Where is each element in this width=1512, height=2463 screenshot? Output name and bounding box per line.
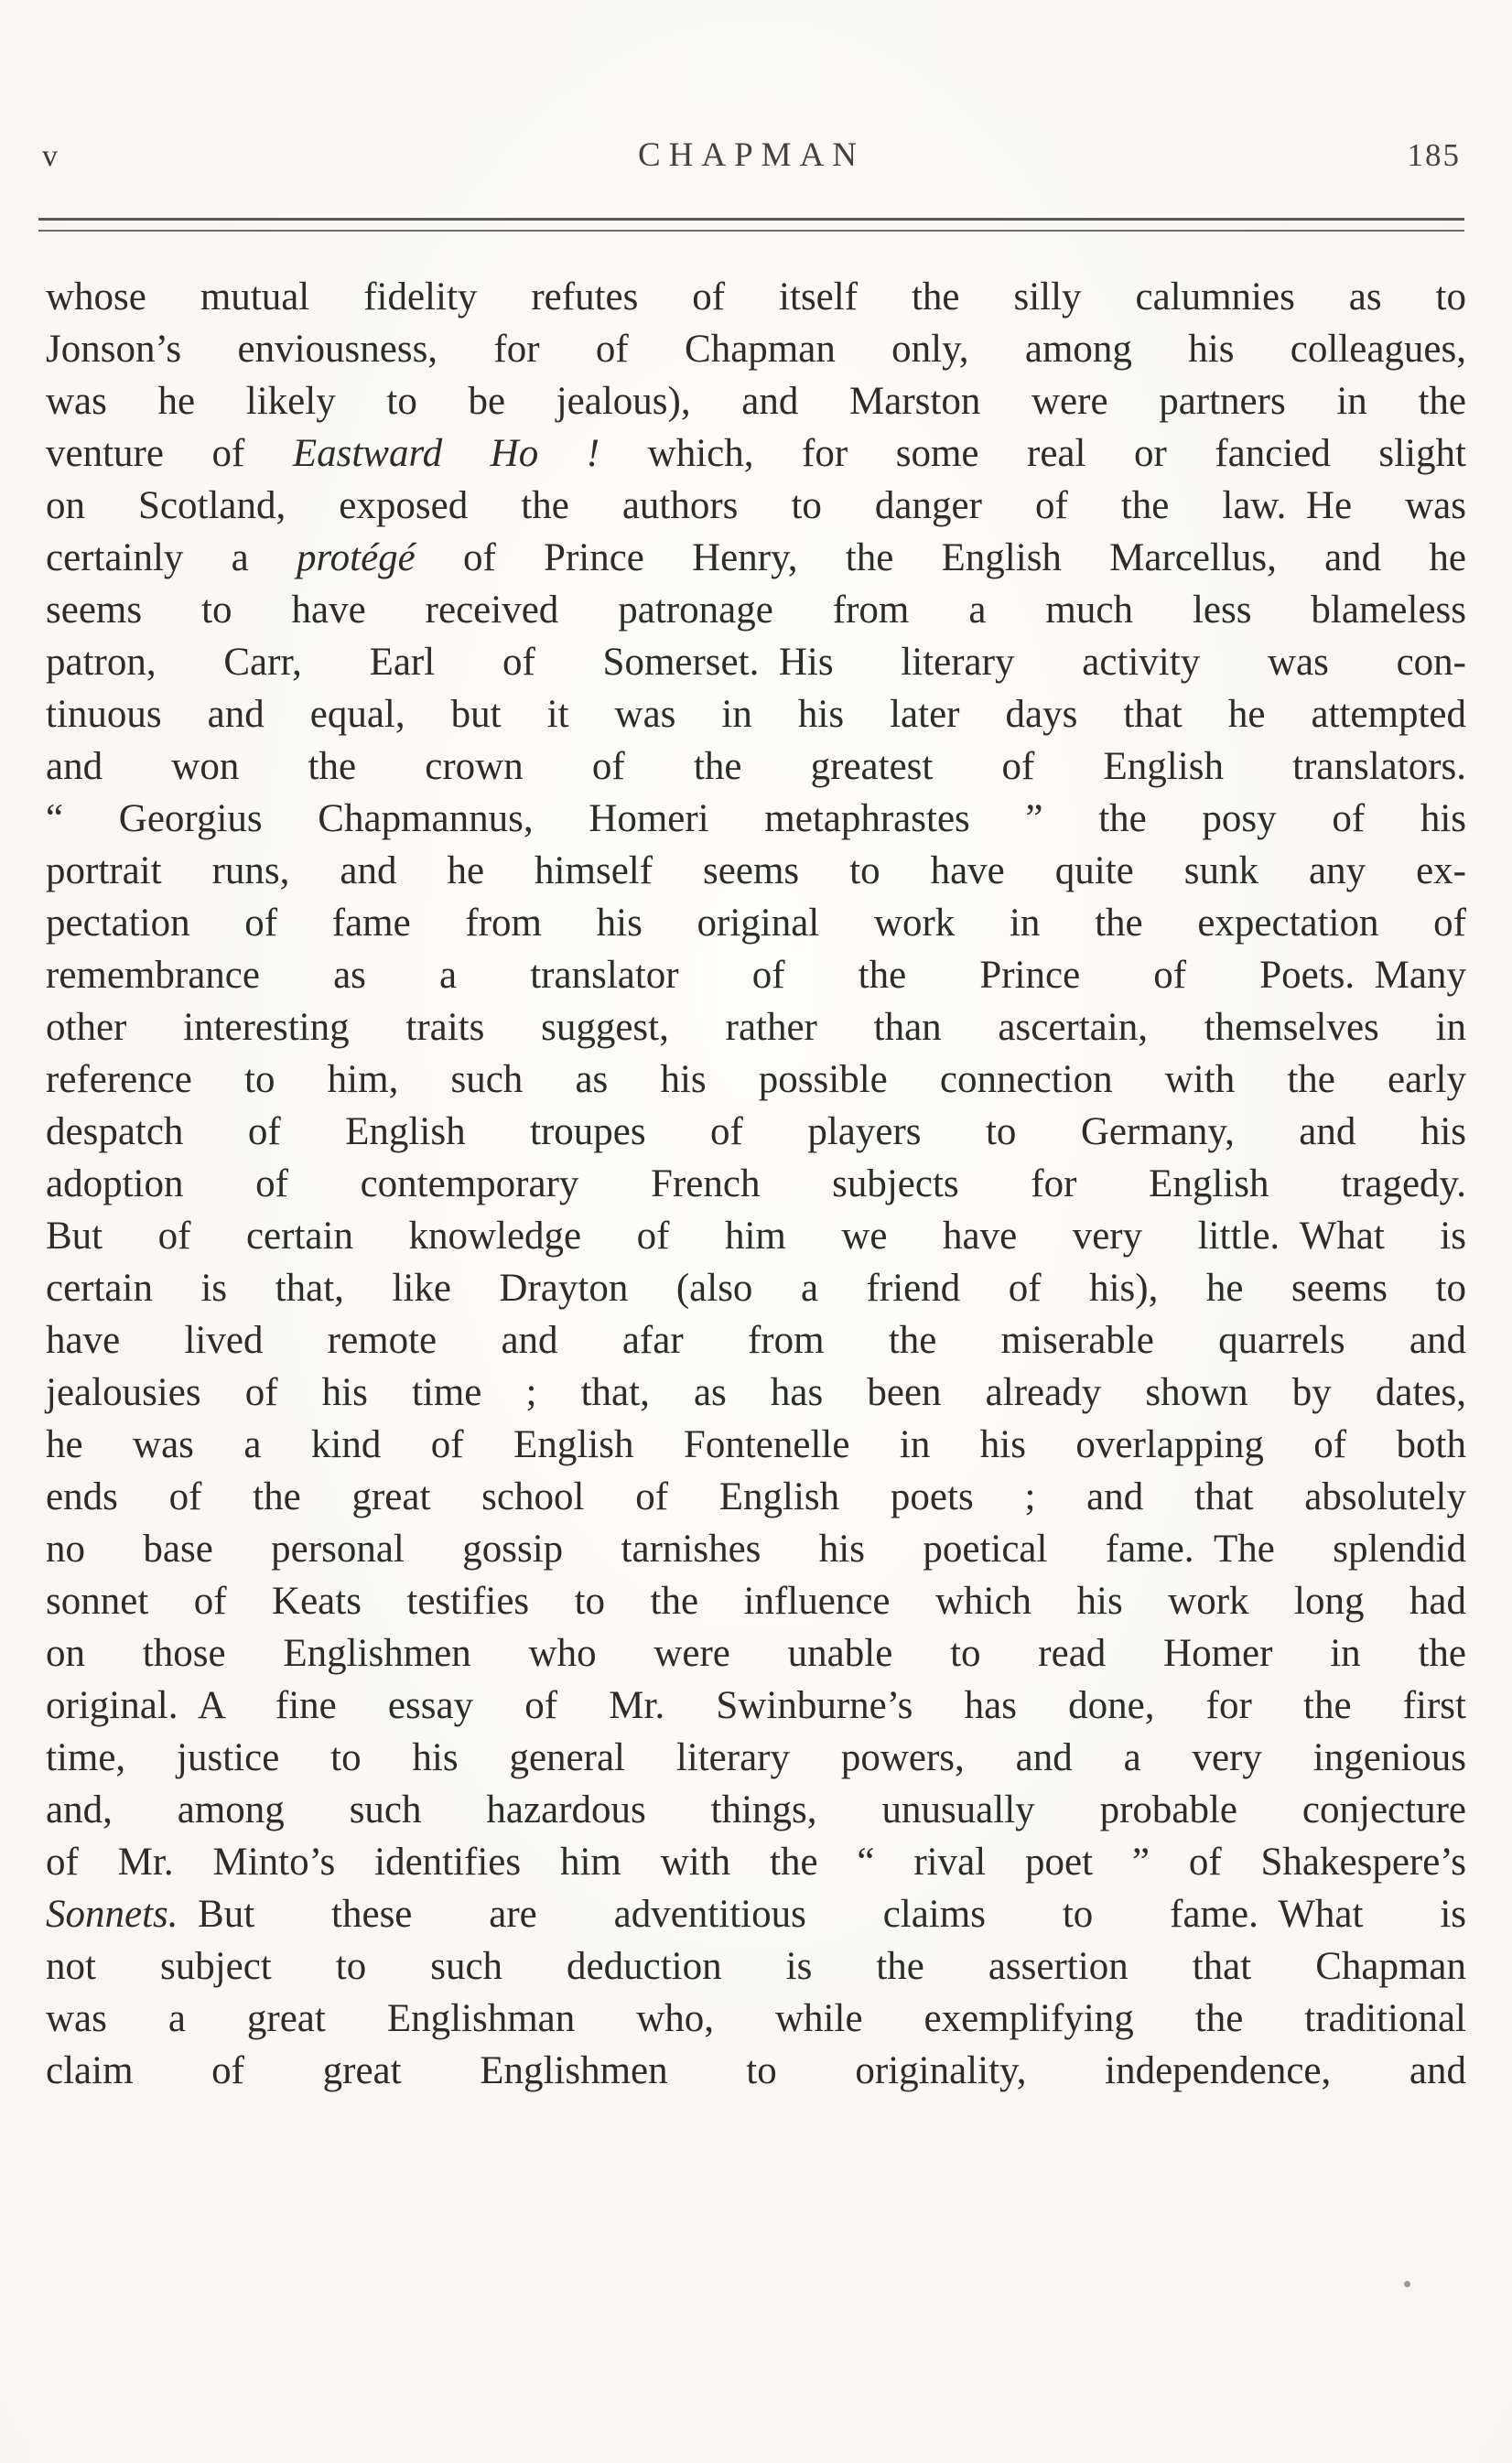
- plain-text: seems to have received patronage from a much less blameless: [46, 589, 1466, 632]
- italic-text: Eastward Ho !: [292, 432, 600, 475]
- folio-number: v: [42, 139, 58, 173]
- plain-text: “ Georgius Chapmannus, Homeri metaphrastes ” the posy of his: [46, 797, 1466, 840]
- running-title: CHAPMAN: [637, 136, 866, 174]
- plain-text: certain is that, like Drayton (also a friend of his), he seems to: [46, 1267, 1466, 1310]
- plain-text: venture of: [46, 432, 293, 475]
- italic-text: Sonnets.: [46, 1893, 178, 1936]
- text-line: [46, 1158, 1466, 1210]
- text-line: [46, 1836, 1466, 1888]
- plain-text: tinuous and equal, but it was in his later days that he attempted: [46, 693, 1466, 736]
- scan-speckle: [1404, 2281, 1410, 2287]
- text-line: [46, 1627, 1466, 1680]
- text-line: [46, 1367, 1466, 1419]
- plain-text: whose mutual fidelity refutes of itself the silly calumnies as to: [46, 275, 1466, 319]
- plain-text: time, justice to his general literary powers, and a very ingenious: [46, 1736, 1466, 1779]
- text-line: [46, 793, 1466, 845]
- text-line: [46, 1471, 1466, 1523]
- plain-text: was he likely to be jealous), and Marston were partners in the: [46, 380, 1466, 423]
- text-line: [46, 1419, 1466, 1471]
- plain-text: not subject to such deduction is the assertion that Chapman: [46, 1945, 1466, 1988]
- plain-text: But of certain knowledge of him we have very little. What is: [46, 1215, 1466, 1258]
- text-line: [46, 1262, 1466, 1314]
- header-rule: [38, 218, 1464, 232]
- text-line: [46, 1314, 1466, 1367]
- text-line: [46, 375, 1466, 427]
- page-number: 185: [1407, 137, 1461, 173]
- plain-text: other interesting traits suggest, rather than ascertain, themselves in: [46, 1006, 1466, 1049]
- plain-text: of Mr. Minto’s identifies him with the “ rival poet ” of Shakespere’s: [46, 1841, 1466, 1884]
- text-line: [46, 1940, 1466, 1993]
- plain-text: no base personal gossip tarnishes his poetical fame. The splendid: [46, 1528, 1466, 1571]
- text-line: [46, 1210, 1466, 1262]
- page-header: [42, 135, 1461, 175]
- plain-text: sonnet of Keats testifies to the influence which his work long had: [46, 1580, 1466, 1623]
- plain-text: have lived remote and afar from the miserable quarrels and: [46, 1319, 1466, 1362]
- text-line: [46, 1575, 1466, 1627]
- plain-text: certainly a: [46, 536, 297, 579]
- plain-text: adoption of contemporary French subjects for English tragedy.: [46, 1162, 1466, 1205]
- text-line: [46, 1784, 1466, 1836]
- plain-text: was a great Englishman who, while exemplifying the traditional: [46, 1997, 1466, 2040]
- text-line: [46, 688, 1466, 740]
- italic-text: protégé: [296, 536, 416, 579]
- plain-text: remembrance as a translator of the Prince of Poets. Many: [46, 954, 1466, 997]
- text-line: [46, 636, 1466, 688]
- text-line: [46, 1106, 1466, 1158]
- plain-text: portrait runs, and he himself seems to have quite sunk any ex-: [46, 849, 1466, 892]
- text-line: [46, 1680, 1466, 1732]
- text-line: [46, 845, 1466, 897]
- text-line: [46, 1888, 1466, 1940]
- text-line: [46, 323, 1466, 375]
- plain-text: original. A fine essay of Mr. Swinburne’s has done, for the first: [46, 1684, 1466, 1727]
- plain-text: on Scotland, exposed the authors to danger of the law. He was: [46, 484, 1466, 527]
- text-line: [46, 1001, 1466, 1053]
- plain-text: and, among such hazardous things, unusually probable conjecture: [46, 1788, 1466, 1831]
- text-line: [46, 2045, 1466, 2097]
- text-line: [46, 271, 1466, 323]
- plain-text: jealousies of his time ; that, as has been already shown by dates,: [46, 1371, 1466, 1414]
- plain-text: of Prince Henry, the English Marcellus, and he: [415, 536, 1466, 579]
- plain-text: reference to him, such as his possible connection with the early: [46, 1058, 1466, 1101]
- plain-text: ends of the great school of English poets ; and that absolutely: [46, 1475, 1466, 1518]
- text-line: [46, 532, 1466, 584]
- plain-text: on those Englishmen who were unable to read Homer in the: [46, 1632, 1466, 1675]
- text-line: [46, 1523, 1466, 1575]
- plain-text: pectation of fame from his original work in the expectation of: [46, 902, 1466, 945]
- text-line: [46, 480, 1466, 532]
- plain-text: despatch of English troupes of players to Germany, and his: [46, 1110, 1466, 1153]
- text-body: [46, 271, 1466, 2097]
- plain-text: Jonson’s enviousness, for of Chapman only, among his colleagues,: [46, 328, 1466, 371]
- plain-text: patron, Carr, Earl of Somerset. His literary activity was con-: [46, 641, 1466, 684]
- text-line: [46, 897, 1466, 949]
- plain-text: and won the crown of the greatest of English translators.: [46, 745, 1466, 788]
- text-line: [46, 1993, 1466, 2045]
- text-line: [46, 740, 1466, 793]
- text-line: [46, 949, 1466, 1001]
- text-line: [46, 427, 1466, 480]
- plain-text: claim of great Englishmen to originality, independence, and: [46, 2049, 1466, 2092]
- plain-text: he was a kind of English Fontenelle in his overlapping of both: [46, 1423, 1466, 1466]
- text-line: [46, 1053, 1466, 1106]
- text-line: [46, 1732, 1466, 1784]
- text-line: [46, 584, 1466, 636]
- plain-text: But these are adventitious claims to fame. What is: [178, 1893, 1466, 1936]
- plain-text: which, for some real or fancied slight: [599, 432, 1467, 475]
